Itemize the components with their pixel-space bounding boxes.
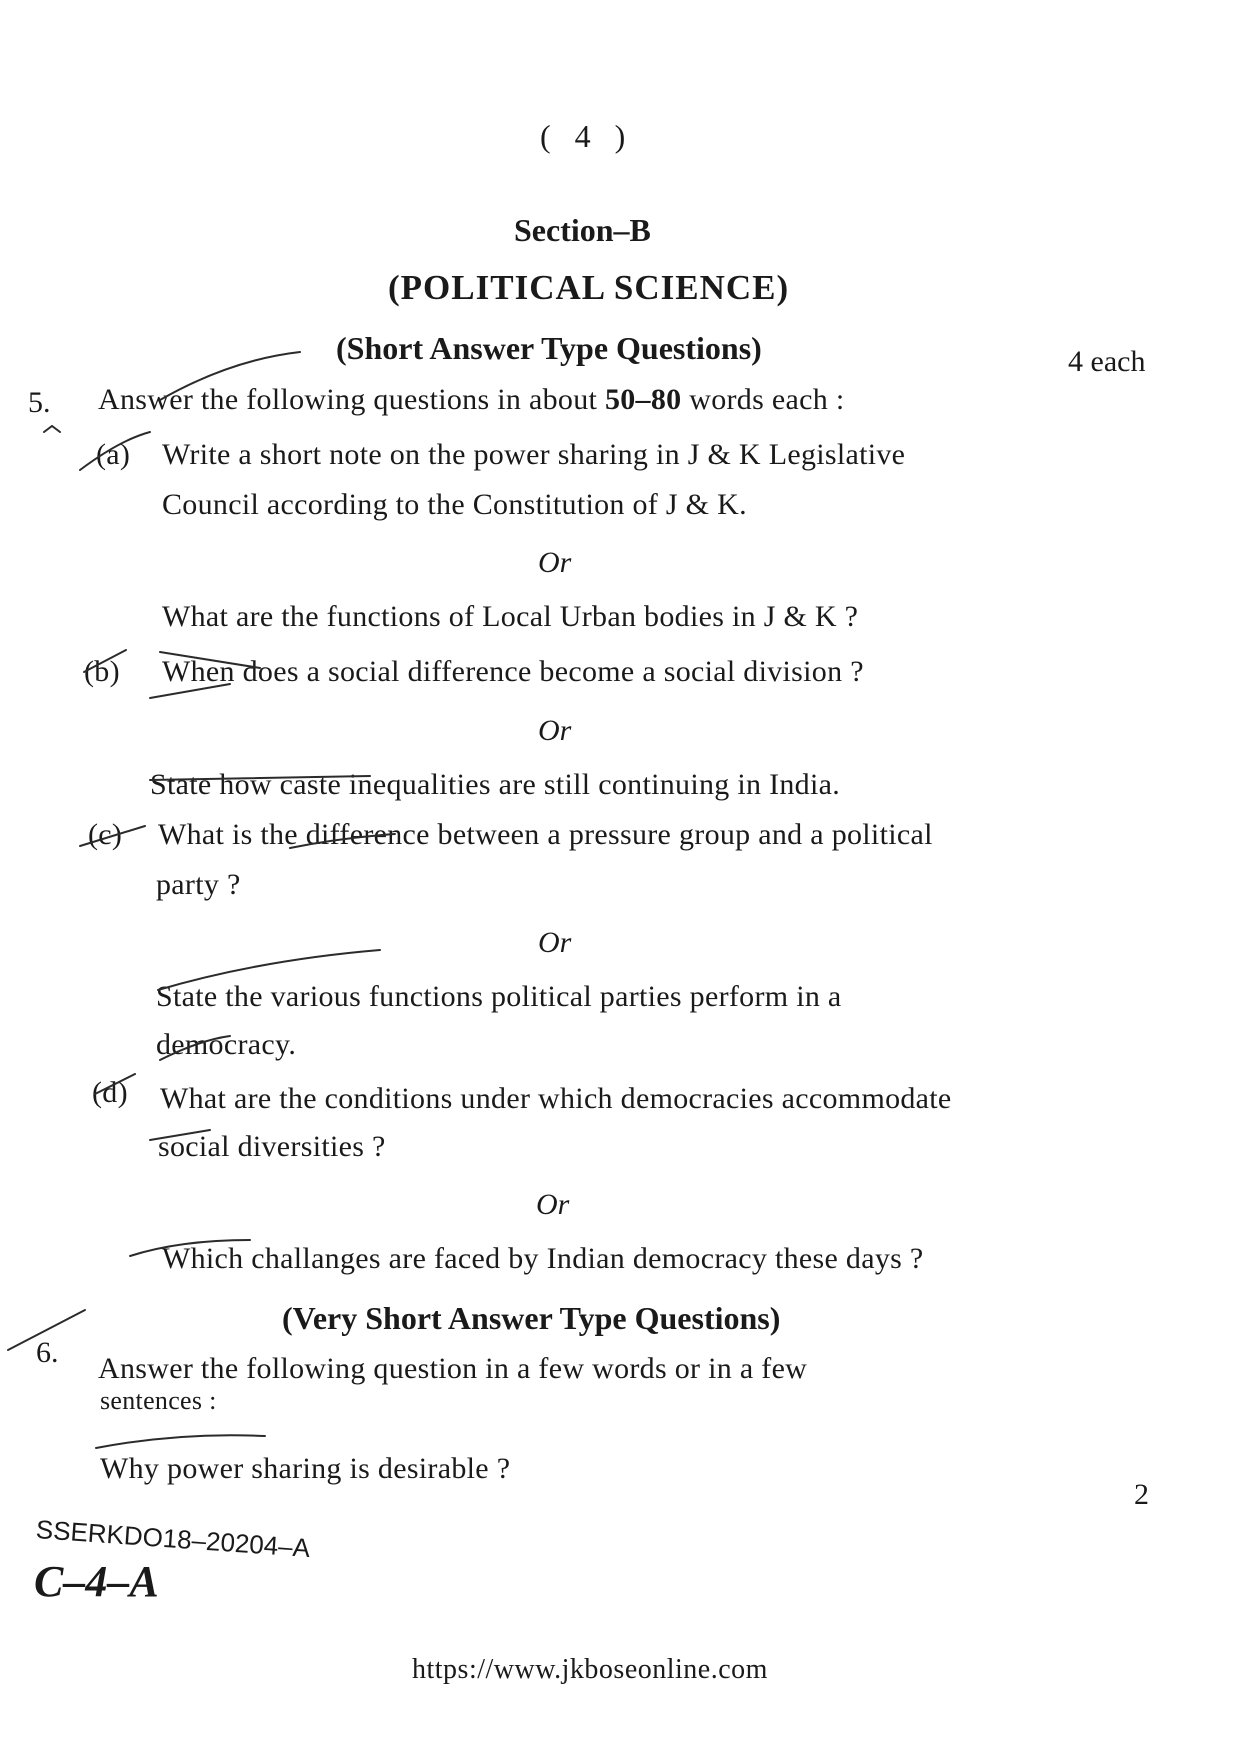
part-d-question-line-2: social diversities ? <box>158 1130 386 1163</box>
question-5-instruction: Answer the following questions in about 50–80 words each : <box>98 383 845 416</box>
part-d-question-line-1: What are the conditions under which democracies accommodate <box>160 1082 952 1115</box>
question-6-instruction-line-2: sentences : <box>100 1386 217 1415</box>
question-6-instruction-line-1: Answer the following question in a few words or in a few <box>98 1352 808 1385</box>
source-url: https://www.jkboseonline.com <box>412 1654 768 1685</box>
part-a-question-line-2: Council according to the Constitution of J & K. <box>162 488 747 521</box>
question-type-heading: (Short Answer Type Questions) <box>336 330 762 366</box>
very-short-answer-heading: (Very Short Answer Type Questions) <box>282 1300 781 1336</box>
part-a-question-line-1: Write a short note on the power sharing in J & K Legislative <box>162 438 906 471</box>
part-c-alternative-line-2: democracy. <box>156 1028 297 1061</box>
part-b-question: When does a social difference become a social division ? <box>162 655 864 688</box>
part-c-question-line-2: party ? <box>156 868 241 901</box>
part-label-d: (d) <box>92 1076 128 1109</box>
or-separator-b: Or <box>538 714 572 747</box>
page-number: ( 4 ) <box>540 118 634 154</box>
series-code: C–4–A <box>34 1557 159 1606</box>
question-number-5: 5. <box>28 386 51 419</box>
or-separator-c: Or <box>538 926 572 959</box>
paper-code: SSERKDO18–20204–A <box>34 1514 312 1564</box>
question-6-text: Why power sharing is desirable ? <box>100 1452 511 1485</box>
part-a-alternative-question: What are the functions of Local Urban bodies in J & K ? <box>162 600 859 633</box>
or-separator-a: Or <box>538 546 572 579</box>
marks-label: 4 each <box>1068 345 1146 378</box>
section-title: Section–B <box>514 212 651 248</box>
pen-strike-why-power <box>96 1435 265 1448</box>
part-label-a: (a) <box>96 438 131 471</box>
part-label-b: (b) <box>84 655 120 688</box>
question-6-marks: 2 <box>1134 1478 1149 1511</box>
part-c-question-line-1: What is the difference between a pressure group and a political <box>158 818 933 851</box>
subject-title: (POLITICAL SCIENCE) <box>388 268 790 307</box>
part-c-alternative-line-1: State the various functions political parties perform in a <box>156 980 842 1013</box>
part-label-c: (c) <box>88 818 123 851</box>
part-b-alternative-question: State how caste inequalities are still continuing in India. <box>150 768 841 801</box>
question-number-6: 6. <box>36 1336 59 1369</box>
or-separator-d: Or <box>536 1188 570 1221</box>
part-d-alternative-question: Which challanges are faced by Indian democracy these days ? <box>162 1242 924 1275</box>
